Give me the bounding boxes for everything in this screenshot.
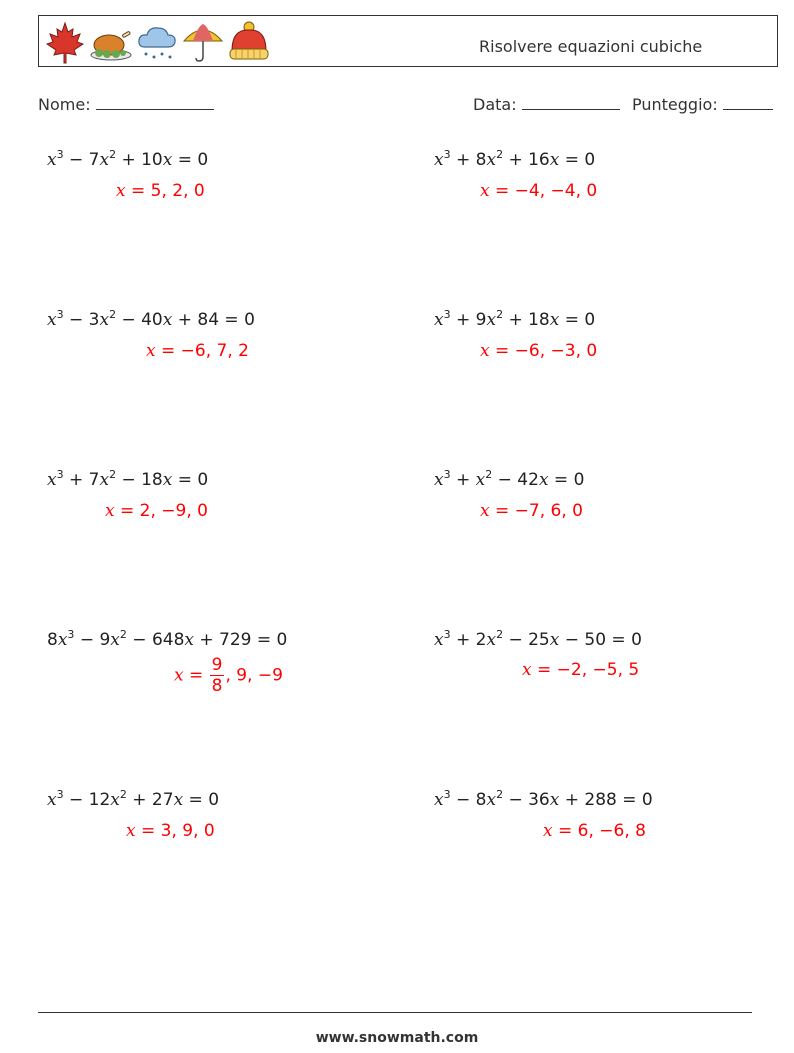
problem-4: $x^3 + 9x^2 + 18x = 0$: [434, 308, 596, 330]
name-field[interactable]: [38, 95, 214, 114]
problem-6: $x^3 + x^2 - 42x = 0$: [434, 468, 585, 490]
date-label: Data:: [473, 95, 517, 114]
footer-url[interactable]: www.snowmath.com: [315, 1030, 479, 1046]
problem-10: $x^3 - 8x^2 - 36x + 288 = 0$: [434, 788, 653, 810]
answer-8: x = −2, −5, 5: [522, 660, 640, 680]
roast-turkey-icon: [89, 19, 133, 65]
answer-7: x = $\frac{9}{8}$ , 9, −9: [174, 655, 283, 696]
answer-2: x = −4, −4, 0: [480, 181, 598, 201]
answer-6: x = −7, 6, 0: [480, 501, 583, 521]
score-blank[interactable]: [723, 95, 773, 110]
name-label: Nome:: [38, 95, 91, 114]
header-icons: [43, 19, 271, 65]
date-blank[interactable]: [522, 95, 620, 110]
answer-4: x = −6, −3, 0: [480, 341, 598, 361]
rain-cloud-icon: [135, 19, 179, 65]
answer-7-fraction: $\frac{9}{8}$: [211, 655, 223, 696]
worksheet-header: [38, 15, 778, 67]
answer-10: x = 6, −6, 8: [543, 821, 646, 841]
problem-3: $x^3 - 3x^2 - 40x + 84 = 0$: [47, 308, 255, 330]
footer-divider: [38, 1012, 752, 1013]
answer-9: x = 3, 9, 0: [126, 821, 215, 841]
winter-hat-icon: [227, 19, 271, 65]
score-field[interactable]: [632, 95, 773, 114]
problem-7: $8x^3 - 9x^2 - 648x + 729 = 0$: [47, 628, 288, 650]
problem-8: $x^3 + 2x^2 - 25x - 50 = 0$: [434, 628, 642, 650]
umbrella-icon: [181, 19, 225, 65]
problem-2: $x^3 + 8x^2 + 16x = 0$: [434, 148, 596, 170]
worksheet-title: Risolvere equazioni cubiche: [479, 37, 703, 56]
answer-5: x = 2, −9, 0: [105, 501, 208, 521]
answer-3: x = −6, 7, 2: [146, 341, 249, 361]
problem-1: $x^3 - 7x^2 + 10x = 0$: [47, 148, 209, 170]
score-label: Punteggio:: [632, 95, 718, 114]
date-field[interactable]: [473, 95, 620, 114]
answer-1: x = 5, 2, 0: [116, 181, 205, 201]
problem-5: $x^3 + 7x^2 - 18x = 0$: [47, 468, 209, 490]
problem-9: $x^3 - 12x^2 + 27x = 0$: [47, 788, 220, 810]
maple-leaf-icon: [43, 19, 87, 65]
name-blank[interactable]: [96, 95, 214, 110]
